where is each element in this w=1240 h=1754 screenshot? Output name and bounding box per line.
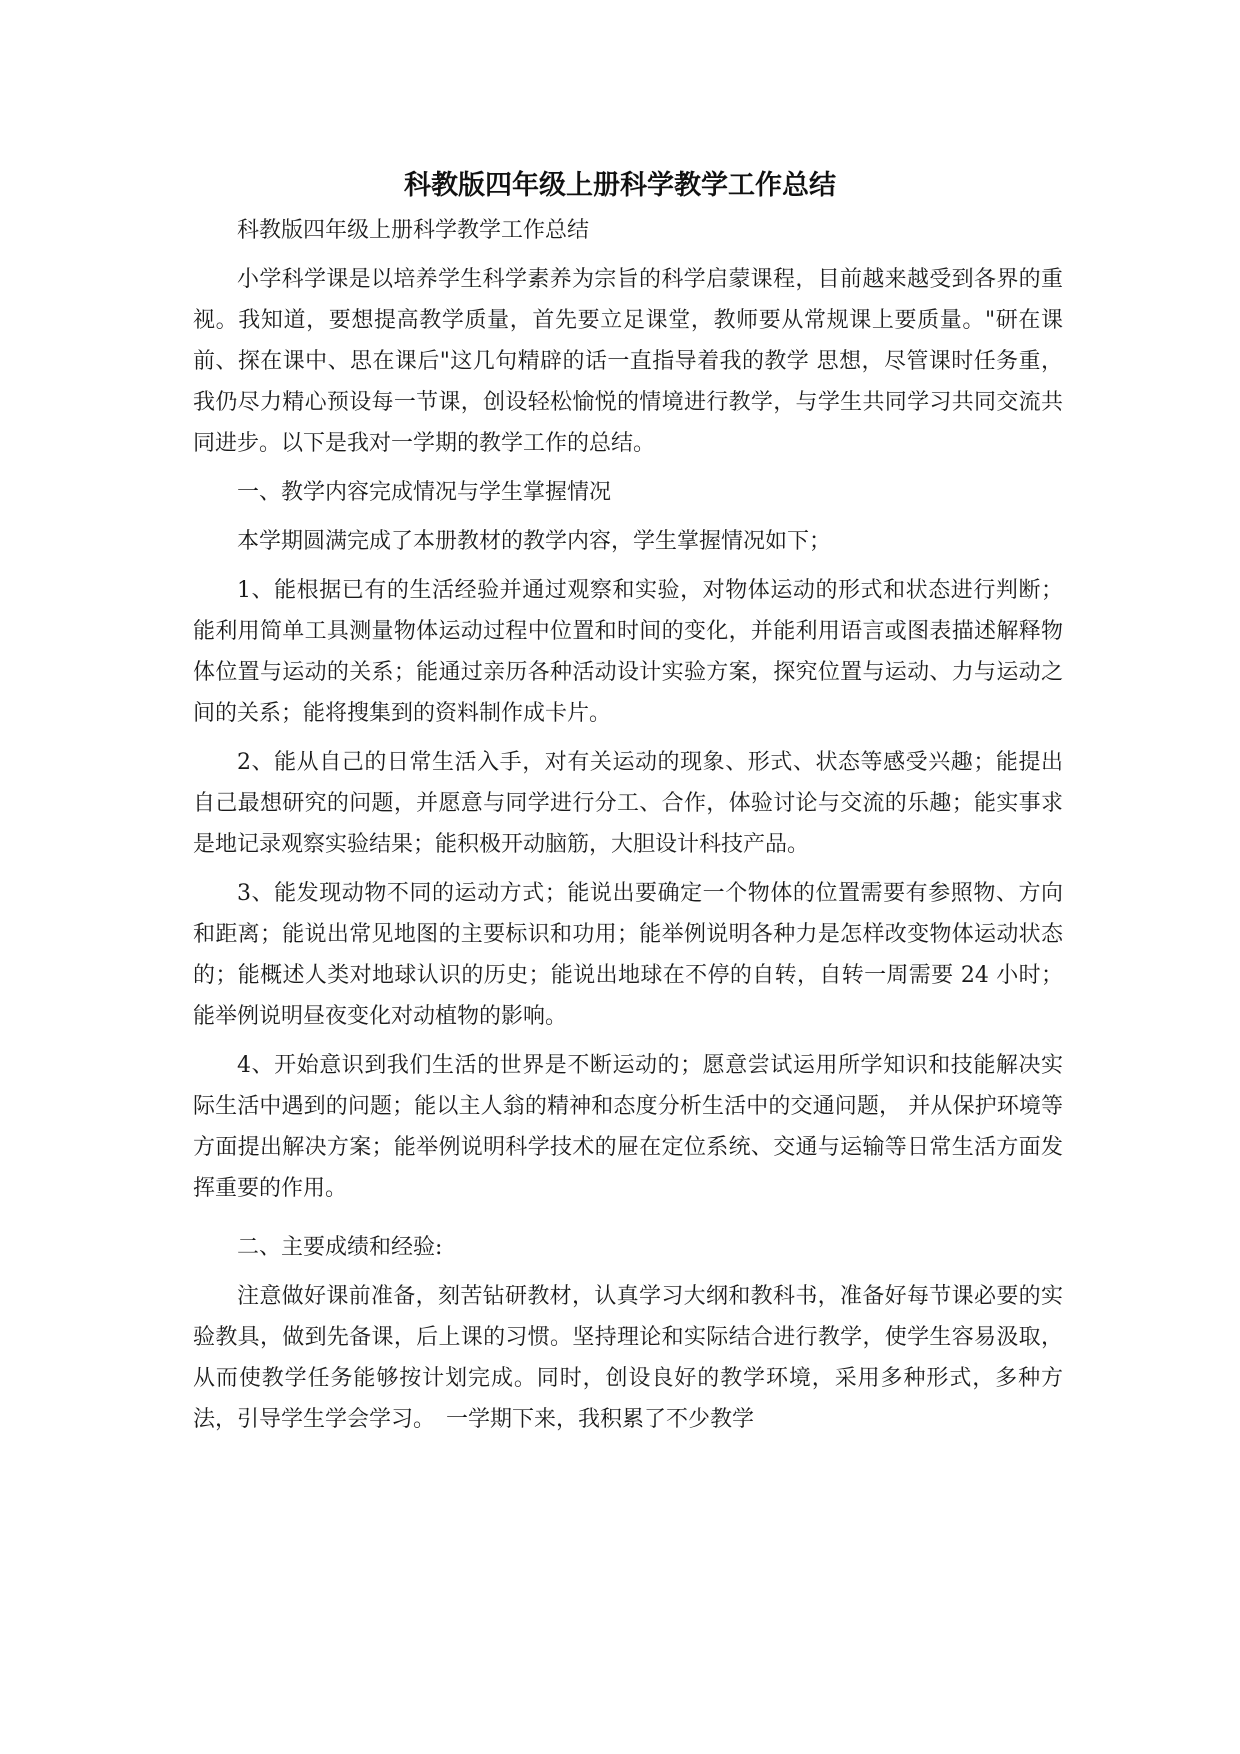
document-title: 科教版四年级上册科学教学工作总结 xyxy=(404,170,836,201)
list-item-3: 3、能发现动物不同的运动方式；能说出要确定一个物体的位置需要有参照物、方向和距离；能说出常见地图的主要标识和功用；能举例说明各种力是怎样改变物体运动状态的；能概述人类对地球认识的历史；能说出地球在不停的自转，自转一周需要 24 小时；能举例说明昼夜变化对动植物的影响。 xyxy=(193,881,1063,1029)
section-1-intro: 本学期圆满完成了本册教材的教学内容，学生掌握情况如下； xyxy=(237,529,832,554)
intro-paragraph: 小学科学课是以培养学生科学素养为宗旨的科学启蒙课程，目前越来越受到各界的重视。我知道，要想提高教学质量，首先要立足课堂，教师要从常规课上要质量。"研在课前、探在课中、思在课后"这几句精辟的话一直指导着我的教学 思想，尽管课时任务重，我仍尽力精心预设每一节课，创设轻松愉悦的情境进行教学，与学生共同学习共同交流共同进步。以下是我对一学期的教学工作的总结。 xyxy=(193,267,1063,456)
list-item-2: 2、能从自己的日常生活入手，对有关运动的现象、形式、状态等感受兴趣；能提出自己最想研究的问题，并愿意与同学进行分工、合作，体验讨论与交流的乐趣；能实事求是地记录观察实验结果；能积极开动脑筋，大胆设计科技产品。 xyxy=(193,750,1063,857)
list-item-1: 1、能根据已有的生活经验并通过观察和实验，对物体运动的形式和状态进行判断；能利用简单工具测量物体运动过程中位置和时间的变化，并能利用语言或图表描述解释物体位置与运动的关系；能通过亲历各种活动设计实验方案，探究位置与运动、力与运动之间的关系；能将搜集到的资料制作成卡片。 xyxy=(193,578,1063,726)
section-heading-2: 二、主要成绩和经验: xyxy=(237,1235,443,1260)
list-item-4: 4、开始意识到我们生活的世界是不断运动的；愿意尝试运用所学知识和技能解决实际生活中遇到的问题；能以主人翁的精神和态度分析生活中的交通问题， 并从保护环境等方面提出解决方案；能举例说明科学技术的屉在定位系统、交通与运输等日常生活方面发挥重要的作用。 xyxy=(193,1053,1063,1201)
document-subtitle: 科教版四年级上册科学教学工作总结 xyxy=(237,218,590,243)
section-2-paragraph: 注意做好课前准备，刻苦钻研教材，认真学习大纲和教科书，准备好每节课必要的实验教具，做到先备课，后上课的习惯。坚持理论和实际结合进行教学，使学生容易汲取，从而使教学任务能够按计划完成。同时，创设良好的教学环境，采用多种形式，多种方法，引导学生学会学习。 一学期下来，我积累了不少教学 xyxy=(193,1284,1063,1432)
document-body xyxy=(193,210,1063,1440)
section-heading-1: 一、教学内容完成情况与学生掌握情况 xyxy=(237,480,612,505)
